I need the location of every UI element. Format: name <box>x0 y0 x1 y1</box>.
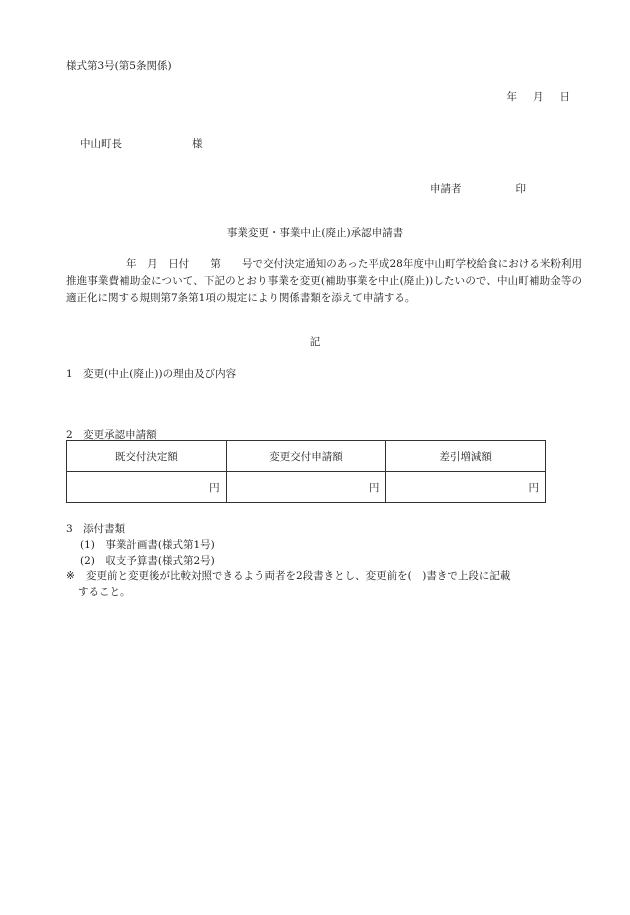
cell-change-amount[interactable]: 円 <box>226 472 386 503</box>
note-mark: ※ <box>66 570 75 582</box>
body-rest: ける米粉利用推進事業費補助金について、下記のとおり事業を変更(補助事業を中止(廃止))したいので、中山町補助金等の適正化に関する規則第7条第1項の規定により関係書類を添えて申請する。 <box>66 258 582 304</box>
form-number: 様式第3号(第5条関係) <box>66 60 172 72</box>
note-line-2: すること。 <box>78 586 131 598</box>
amounts-table <box>66 440 546 503</box>
body-paragraph <box>66 256 582 307</box>
cell-prior-amount[interactable]: 円 <box>67 472 227 503</box>
document-title: 事業変更・事業中止(廃止)承認申請書 <box>226 227 404 239</box>
item-3-heading: 3 添付書類 <box>66 523 126 535</box>
addressee-honorific: 様 <box>192 138 203 150</box>
applicant <box>430 181 526 196</box>
table-header-row <box>67 441 546 472</box>
item-1-heading: 1 変更(中止(廃止))の理由及び内容 <box>66 368 237 380</box>
table-row <box>67 472 546 503</box>
applicant-seal: 印 <box>515 183 526 195</box>
date-day: 日 <box>559 91 570 103</box>
ki-heading: 記 <box>309 336 321 348</box>
attachment-item: (1) 事業計画書(様式第1号) <box>80 539 215 551</box>
header-change-amount: 変更交付申請額 <box>226 441 386 472</box>
date-year: 年 <box>506 91 517 103</box>
applicant-label: 申請者 <box>430 183 462 195</box>
attachment-item: (2) 収支予算書(様式第2号) <box>80 555 215 567</box>
date-month: 月 <box>533 91 544 103</box>
addressee-name: 中山町長 <box>80 138 122 150</box>
date-line <box>491 89 571 104</box>
note-line-1: 変更前と変更後が比較対照できるよう両者を2段書きとし、変更前を( )書きで上段に記載 <box>86 570 511 582</box>
cell-difference[interactable]: 円 <box>386 472 546 503</box>
body-lead: 年 月 日付 第 号で交付決定通知のあった平成28年度中山町学校給食にお <box>126 258 519 270</box>
header-difference: 差引増減額 <box>386 441 546 472</box>
item-2-heading: 2 変更承認申請額 <box>66 429 157 441</box>
addressee <box>80 136 203 151</box>
note <box>66 568 582 600</box>
header-prior-amount: 既交付決定額 <box>67 441 227 472</box>
